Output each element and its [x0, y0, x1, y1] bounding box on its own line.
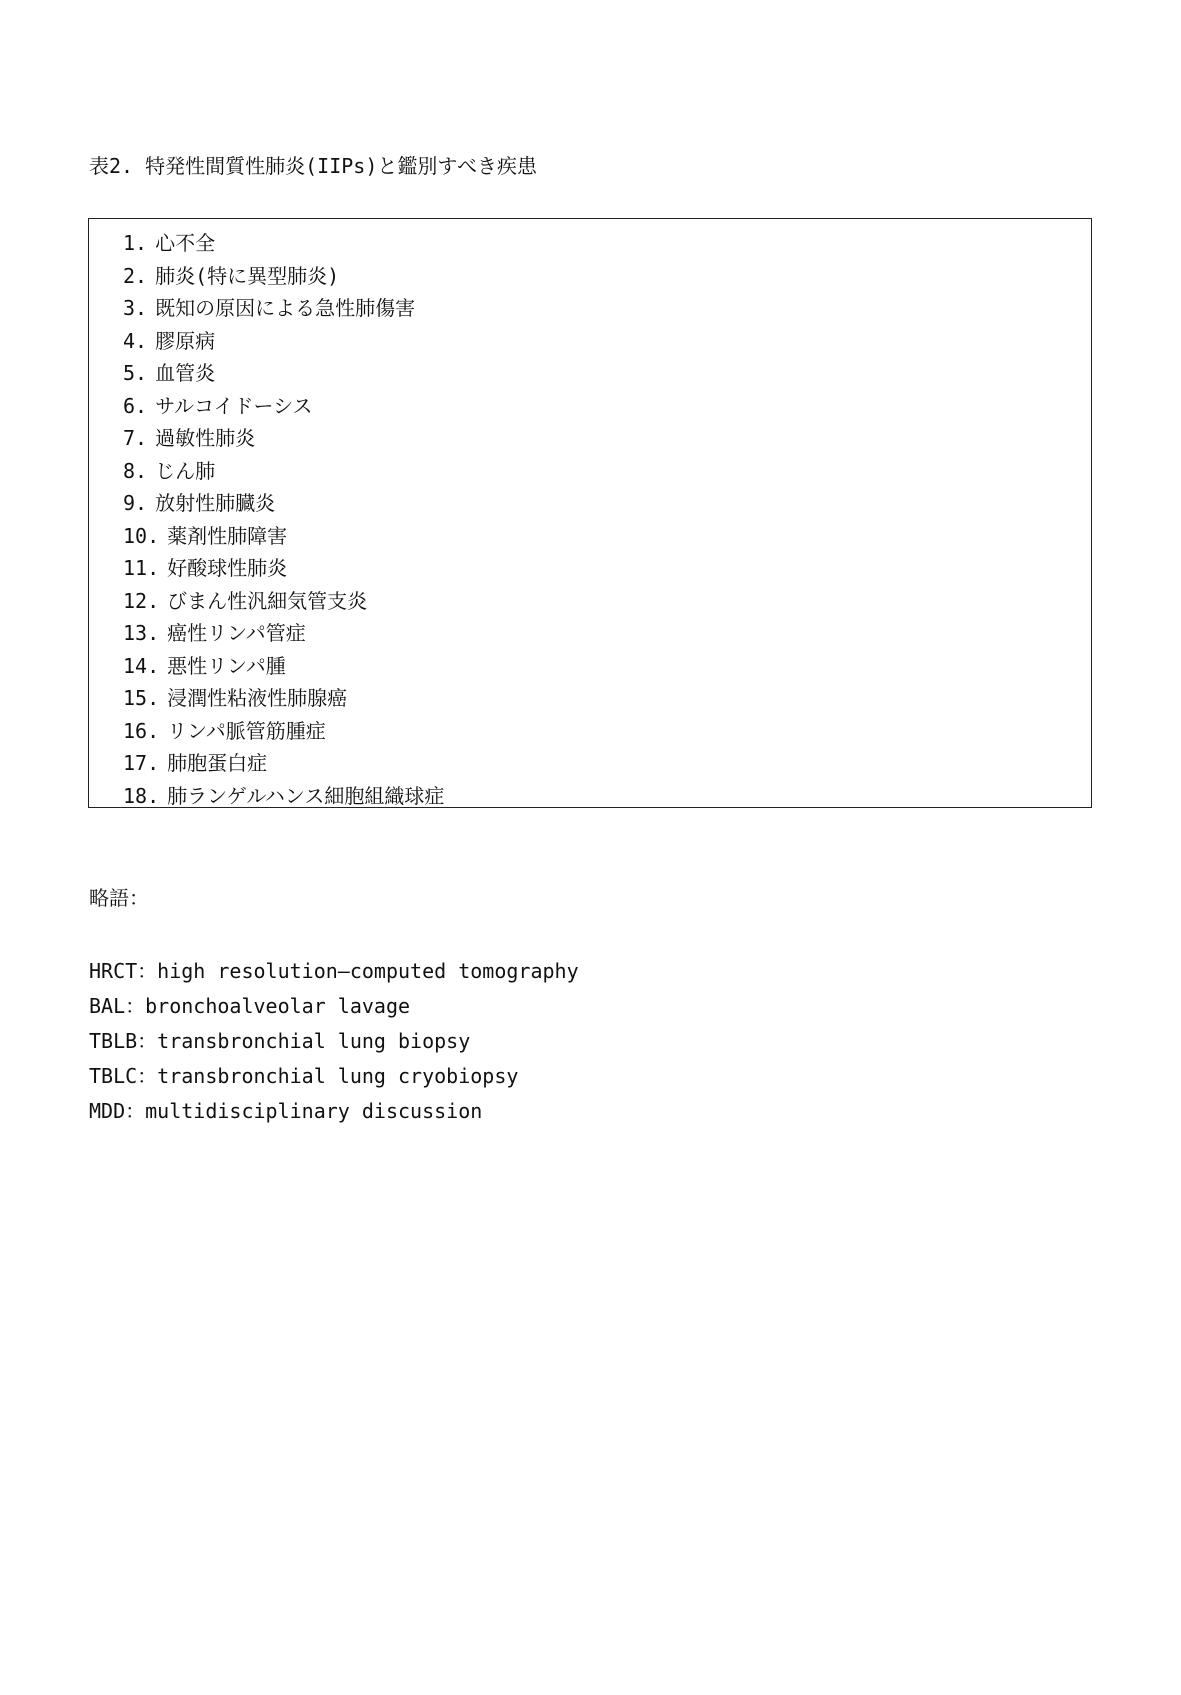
disease-name: リンパ脈管筋腫症: [167, 718, 326, 743]
disease-name: 心不全: [155, 231, 216, 255]
disease-number: 17.: [123, 751, 160, 775]
disease-name: 薬剤性肺障害: [167, 523, 288, 548]
abbreviation-term: TBLB: [89, 1029, 138, 1053]
disease-number: 10.: [123, 523, 160, 548]
disease-name: 癌性リンパ管症: [167, 621, 306, 645]
abbreviation-separator: ：: [125, 994, 146, 1018]
disease-number: 3.: [123, 296, 148, 320]
disease-list-item: [123, 260, 444, 293]
disease-number: 8.: [123, 458, 148, 483]
disease-name: じん肺: [155, 458, 216, 483]
disease-number: 1.: [123, 231, 148, 255]
abbreviations-list: [89, 954, 579, 1129]
disease-list-box: [88, 218, 1092, 808]
disease-list-item: [123, 487, 444, 520]
disease-name: 悪性リンパ腫: [167, 653, 286, 678]
disease-list-item: [123, 390, 444, 423]
disease-list: [123, 227, 444, 812]
disease-name: サルコイドーシス: [155, 393, 313, 418]
disease-number: 2.: [123, 263, 148, 288]
page-title: 表2. 特発性間質性肺炎(IIPs)と鑑別すべき疾患: [89, 154, 537, 178]
abbreviation-definition: transbronchial lung biopsy: [157, 1029, 471, 1053]
abbreviation-separator: ：: [125, 1099, 146, 1123]
disease-name: 浸潤性粘液性肺腺癌: [167, 686, 348, 710]
abbreviation-term: TBLC: [89, 1064, 138, 1088]
disease-name: 肺炎(特に異型肺炎): [155, 263, 340, 288]
disease-list-item: [123, 552, 444, 585]
disease-list-item: [123, 780, 444, 813]
disease-name: 膠原病: [155, 328, 216, 353]
disease-list-item: [123, 682, 444, 715]
disease-list-item: [123, 292, 444, 325]
disease-number: 16.: [123, 718, 160, 743]
abbreviation-separator: ：: [137, 1064, 158, 1088]
disease-list-item: [123, 747, 444, 780]
disease-number: 9.: [123, 491, 148, 515]
disease-name: 肺胞蛋白症: [167, 751, 268, 775]
disease-number: 18.: [123, 783, 160, 808]
abbreviation-row: [89, 1094, 579, 1129]
abbreviations-heading: 略語：: [89, 886, 149, 910]
abbreviation-definition: multidisciplinary discussion: [145, 1099, 483, 1123]
disease-list-item: [123, 617, 444, 650]
disease-list-item: [123, 715, 444, 748]
abbreviation-definition: high resolution—computed tomography: [157, 959, 579, 983]
disease-name: 既知の原因による急性肺傷害: [155, 296, 416, 320]
disease-number: 14.: [123, 653, 160, 678]
disease-number: 7.: [123, 426, 148, 450]
disease-list-item: [123, 650, 444, 683]
abbreviation-row: [89, 1059, 579, 1094]
disease-name: 過敏性肺炎: [155, 426, 256, 450]
disease-number: 11.: [123, 556, 160, 580]
disease-list-item: [123, 585, 444, 618]
abbreviation-term: HRCT: [89, 959, 138, 983]
disease-list-item: [123, 325, 444, 358]
disease-name: 好酸球性肺炎: [167, 556, 288, 580]
disease-number: 12.: [123, 588, 160, 613]
abbreviation-definition: transbronchial lung cryobiopsy: [157, 1064, 519, 1088]
disease-list-item: [123, 422, 444, 455]
disease-name: びまん性汎細気管支炎: [167, 588, 368, 613]
disease-number: 5.: [123, 361, 148, 385]
disease-list-item: [123, 455, 444, 488]
disease-number: 13.: [123, 621, 160, 645]
abbreviation-definition: bronchoalveolar lavage: [145, 994, 411, 1018]
abbreviation-row: [89, 954, 579, 989]
abbreviation-row: [89, 989, 579, 1024]
disease-name: 肺ランゲルハンス細胞組織球症: [167, 783, 445, 808]
disease-list-item: [123, 357, 444, 390]
abbreviation-separator: ：: [137, 959, 158, 983]
abbreviation-separator: ：: [137, 1029, 158, 1053]
disease-list-item: [123, 520, 444, 553]
abbreviation-term: MDD: [89, 1099, 126, 1123]
abbreviation-row: [89, 1024, 579, 1059]
disease-name: 放射性肺臓炎: [155, 491, 276, 515]
disease-list-item: [123, 227, 444, 260]
disease-name: 血管炎: [155, 361, 216, 385]
disease-number: 15.: [123, 686, 160, 710]
abbreviation-term: BAL: [89, 994, 126, 1018]
disease-number: 6.: [123, 393, 148, 418]
disease-number: 4.: [123, 328, 148, 353]
